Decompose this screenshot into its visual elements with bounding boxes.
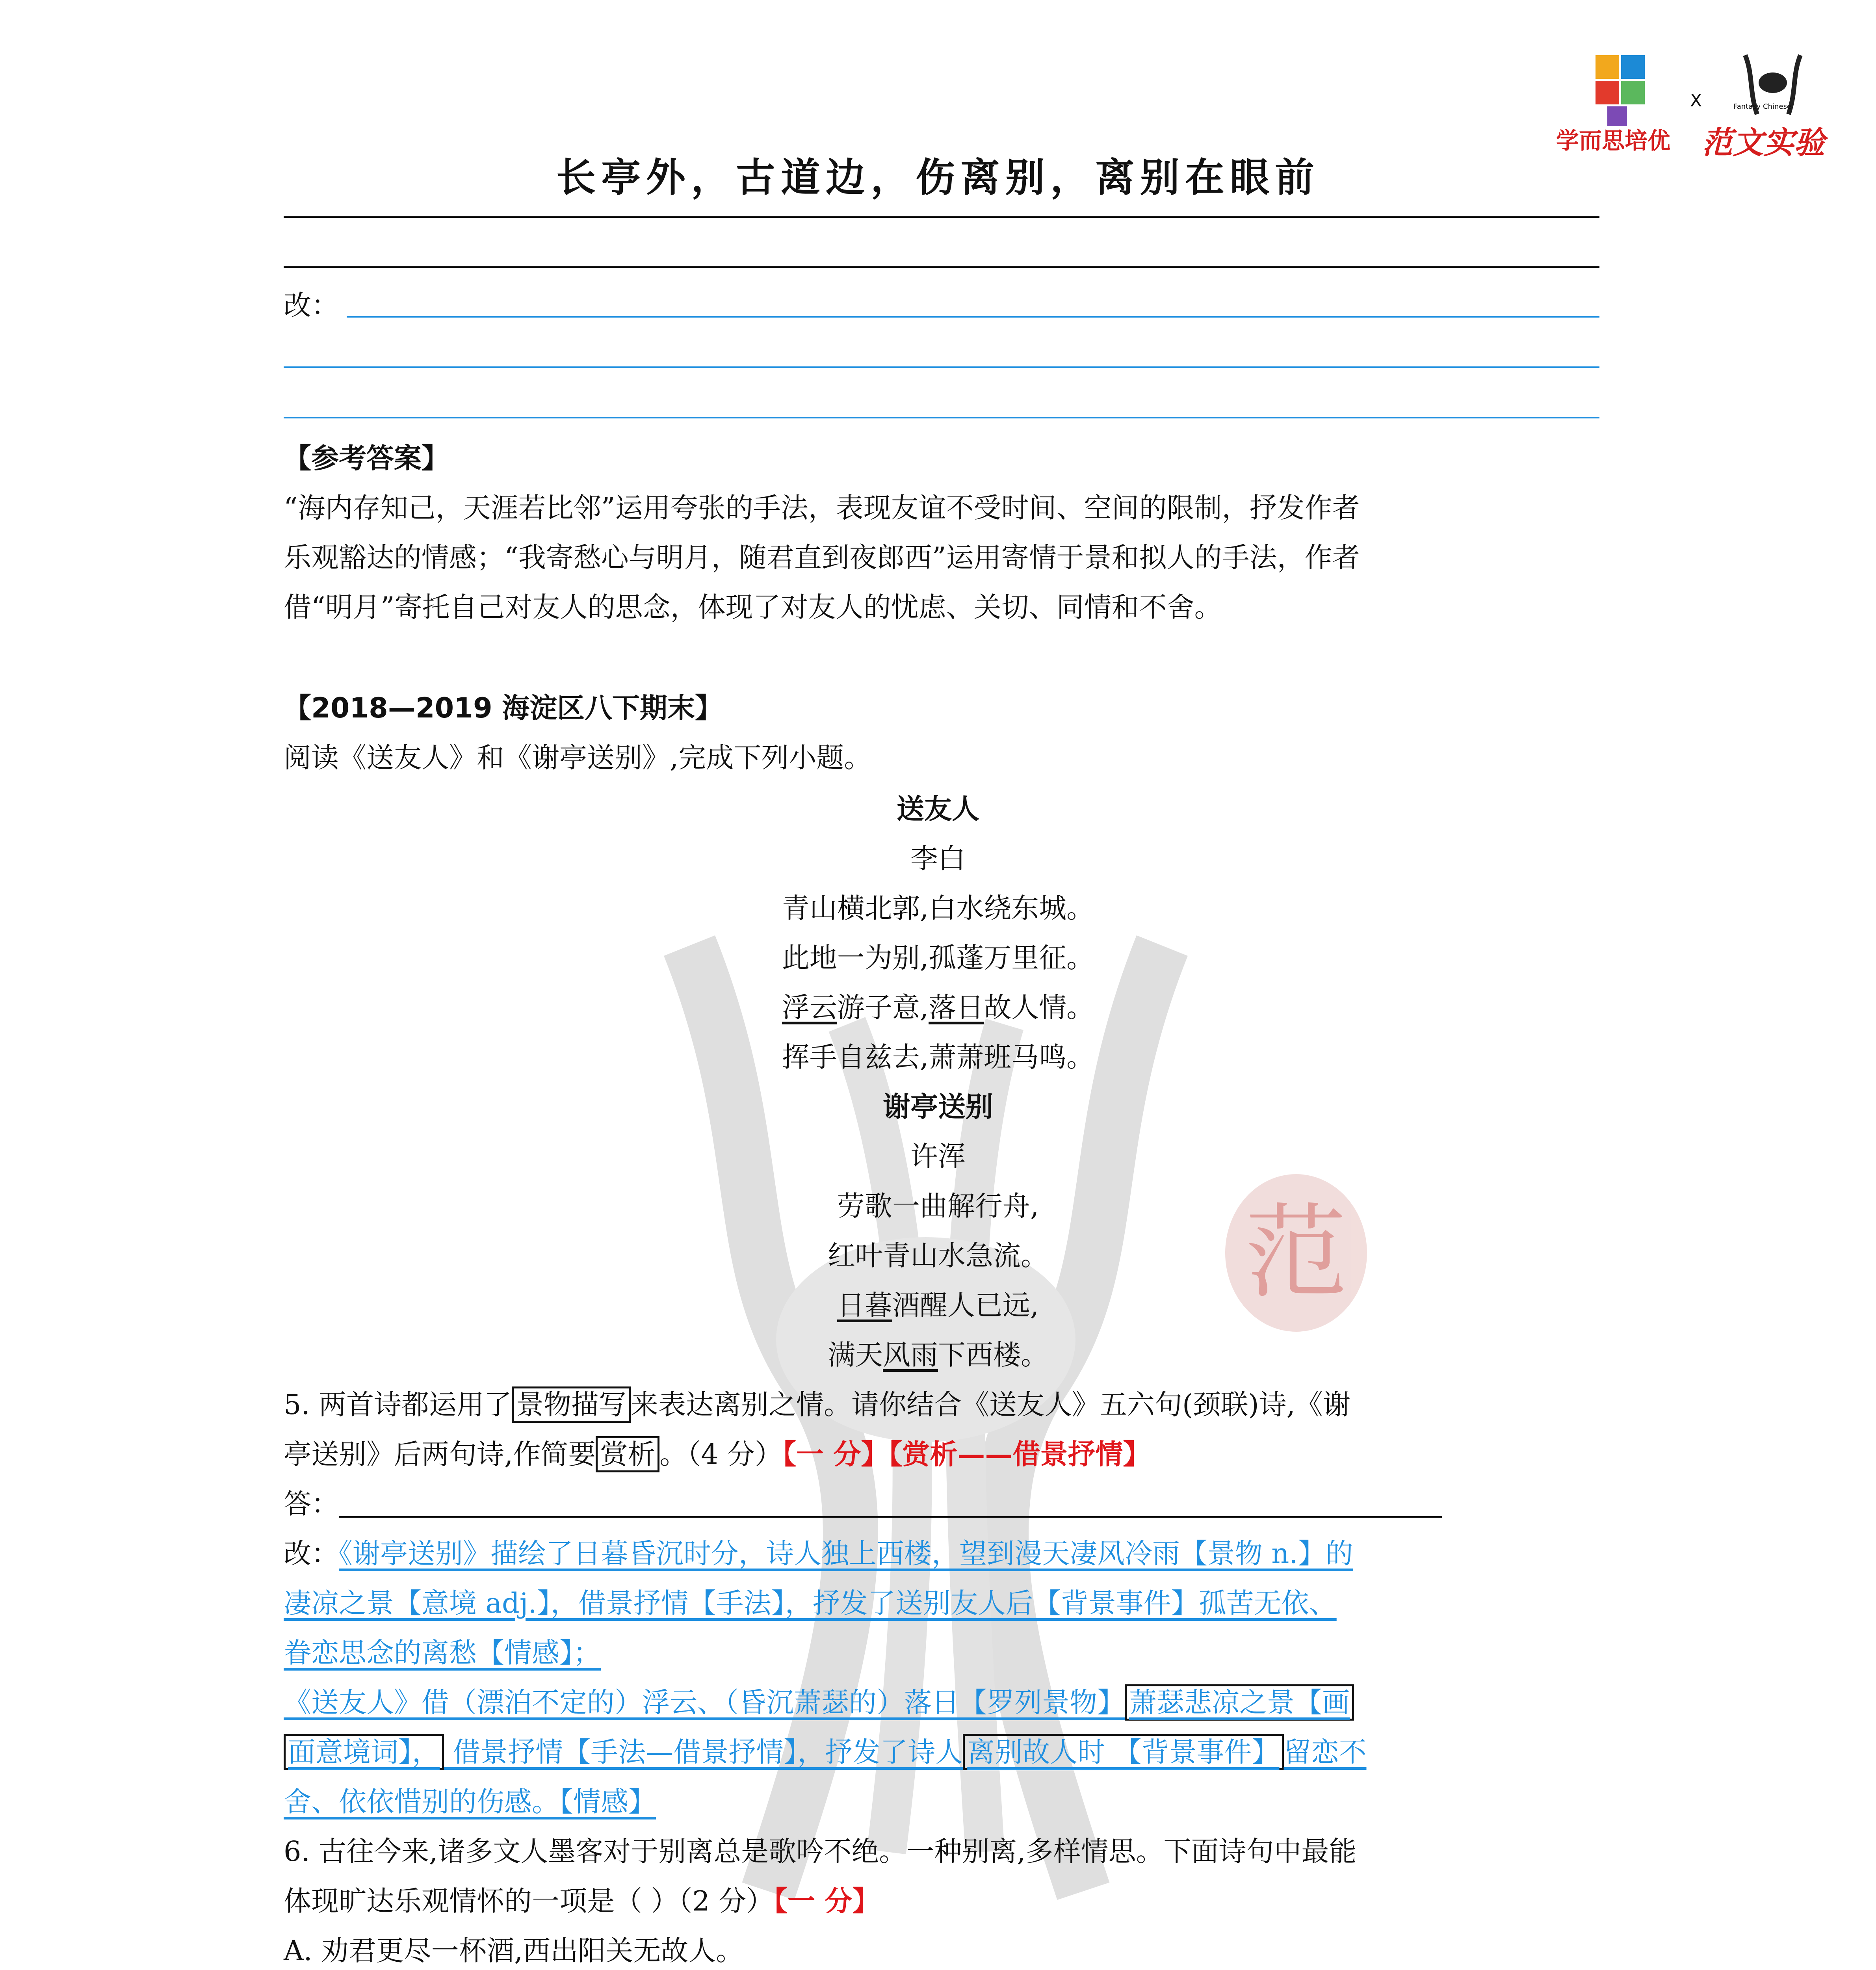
- logo-square-icon: [1596, 55, 1619, 79]
- answer-line-text: “海内存知己，天涯若比邻”运用夸张的手法，表现友谊不受时间、空间的限制，抒发作者: [284, 492, 1360, 524]
- boxed-keyword: 萧瑟悲凉之景【画: [1125, 1684, 1354, 1721]
- logo-separator: X: [1690, 91, 1702, 111]
- answer-line-text: 乐观豁达的情感；“我寄愁心与明月，随君直到夜郎西”运用寄情于景和拟人的手法，作者: [284, 541, 1360, 574]
- q5-revision: 《送友人》借（漂泊不定的）浮云、（昏沉萧瑟的）落日【罗列景物】 萧瑟悲凉之景【画: [284, 1678, 1354, 1727]
- q5-line: 亭送别》后两句诗,作简要 赏析 。（4 分）【一 分】【赏析——借景抒情】: [284, 1429, 1150, 1479]
- logo-square-icon: [1621, 55, 1645, 79]
- poem1-line: 浮云游子意,落日故人情。: [782, 991, 1094, 1024]
- answer-tag: 【参考答案】: [284, 442, 449, 474]
- answer-line-text: 借“明月”寄托自己对友人的思念，体现了对友人的忧虑、关切、同情和不舍。: [284, 591, 1222, 623]
- q5-revision: 凄凉之景【意境 adj.】，借景抒情【手法】，抒发了送别友人后【背景事件】孤苦无依、: [284, 1587, 1337, 1619]
- poem2-author: 许浑: [910, 1140, 966, 1173]
- score-note: 【一 分】【赏析——借景抒情】: [782, 1438, 1151, 1470]
- q5-revision: 面意境词】， 借景抒情【手法—借景抒情】，抒发了诗人 离别故人时 【背景事件】 留恋不: [284, 1727, 1367, 1777]
- q5-revision: 舍、依依惜别的伤感。【情感】: [284, 1786, 656, 1818]
- q5-revision: 眷恋思念的离愁【情感】；: [284, 1637, 601, 1669]
- fantasy-chinese-small-text: Fantasy Chinese: [1733, 102, 1791, 111]
- revision-line: [347, 316, 1599, 318]
- poem2-line: 满天风雨下西楼。: [828, 1339, 1048, 1371]
- logo-square-icon: [1621, 81, 1645, 104]
- underlined-word: 日暮: [837, 1289, 892, 1321]
- section-intro: 阅读《送友人》和《谢亭送别》,完成下列小题。: [284, 742, 872, 774]
- logo-square-icon: [1596, 81, 1619, 104]
- underlined-word: 落日: [929, 991, 984, 1024]
- watermark-seal: 范: [1225, 1174, 1367, 1332]
- answer-label: 答：: [284, 1488, 339, 1520]
- poem1-title: 送友人: [897, 793, 979, 825]
- q6-option: A. 劝君更尽一杯酒,西出阳关无故人。: [284, 1935, 744, 1967]
- q5-revision: 改：《谢亭送别》描绘了日暮昏沉时分，诗人独上西楼，望到漫天凄风冷雨【景物 n.】的: [284, 1537, 1353, 1570]
- boxed-keyword: 面意境词】，: [284, 1734, 444, 1770]
- score-note: 【一 分】: [774, 1885, 880, 1917]
- revision-line: [284, 366, 1599, 368]
- poem1-author: 李白: [910, 842, 966, 875]
- gai-label: 改：: [284, 1537, 339, 1570]
- poem1-line: 挥手自兹去,萧萧班马鸣。: [782, 1041, 1094, 1073]
- revision-line: [284, 417, 1599, 418]
- poem2-title: 谢亭送别: [883, 1091, 993, 1123]
- q6-line: 6. 古往今来,诸多文人墨客对于别离总是歌吟不绝。一种别离,多样情思。下面诗句中最能: [284, 1835, 1357, 1868]
- poem1-line: 此地一为别,孤蓬万里征。: [782, 942, 1094, 974]
- poem2-line: 红叶青山水急流。: [828, 1240, 1048, 1272]
- gai-label: 改：: [284, 289, 339, 322]
- page-title: 长亭外，古道边，伤离别，离别在眼前: [556, 154, 1320, 201]
- poem1-line: 青山横北郭,白水绕东城。: [782, 892, 1094, 924]
- underlined-word: 浮云: [782, 991, 837, 1024]
- poem2-line: 劳歌一曲解行舟,: [837, 1190, 1039, 1222]
- section-tag: 【2018—2019 海淀区八下期末】: [284, 692, 723, 724]
- underlined-word: 风雨: [883, 1339, 938, 1371]
- boxed-keyword: 赏析: [596, 1436, 659, 1472]
- q6-line: 体现旷达乐观情怀的一项是（ ）（2 分）【一 分】: [284, 1885, 880, 1917]
- header-rule: [284, 216, 1599, 218]
- boxed-keyword: 离别故人时 【背景事件】: [963, 1734, 1283, 1770]
- answer-line: [339, 1516, 1442, 1518]
- xueersi-logo-text: 学而思培优: [1556, 127, 1671, 154]
- fanwen-logo-text: 范文实验: [1702, 125, 1825, 161]
- boxed-keyword: 景物描写: [512, 1386, 631, 1423]
- poem2-line: 日暮酒醒人已远,: [837, 1289, 1039, 1321]
- q5-line: 5. 两首诗都运用了 景物描写 来表达离别之情。请你结合《送友人》五六句(颈联)诗,《谢: [284, 1380, 1350, 1429]
- answer-line: [284, 266, 1599, 268]
